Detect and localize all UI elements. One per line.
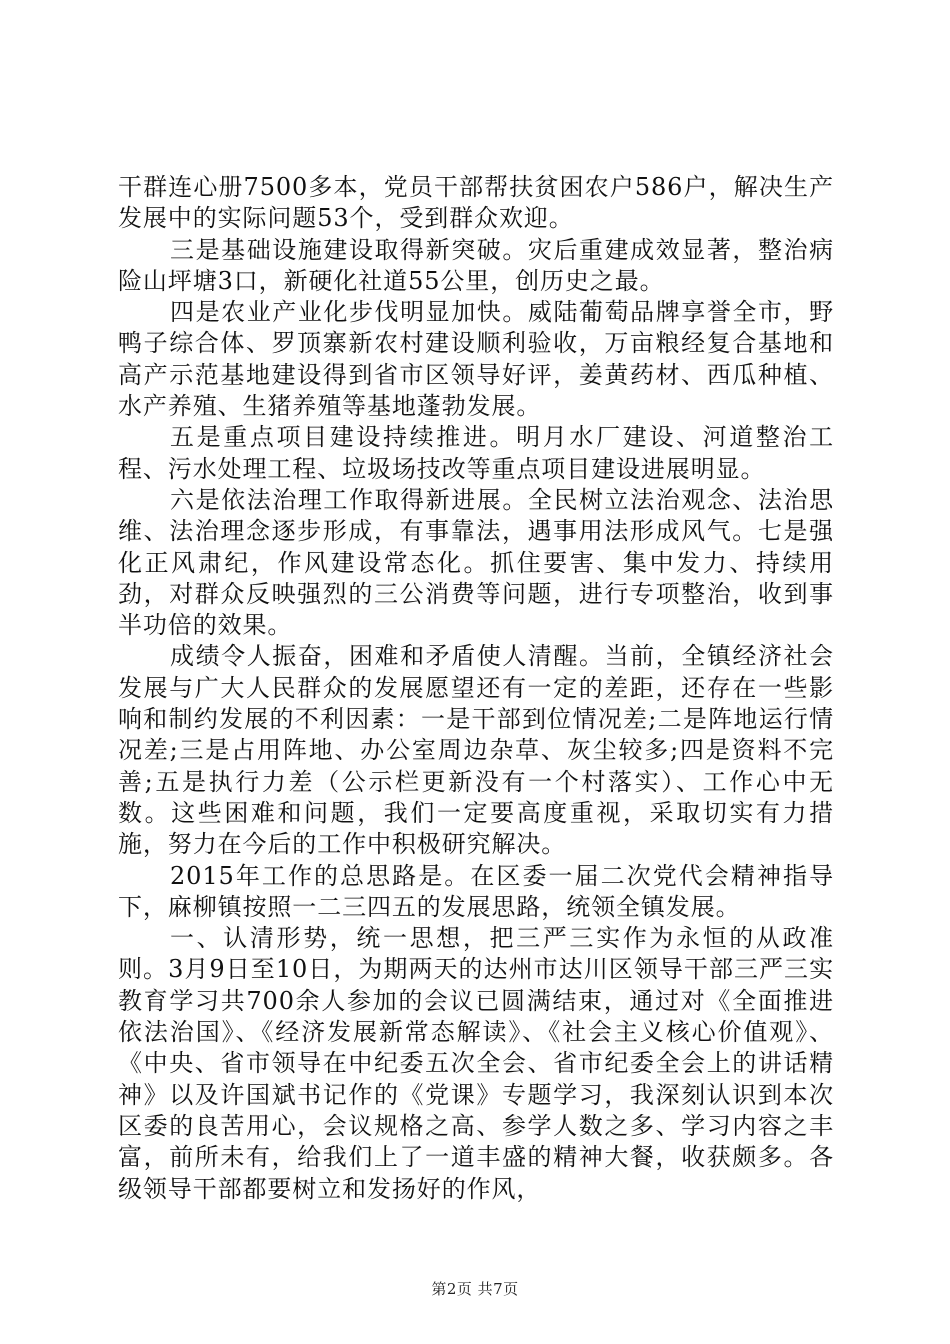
paragraph-section-one: 一、认清形势，统一思想，把三严三实作为永恒的从政准则。3月9日至10日，为期两天的达州市达川区领导干部三严三实教育学习共700余人参加的会议已圆满结束，通过对《全面推进依法治国》、《经济发展新常态解读》、《社会主义核心价值观》、《中央、省市领导在中纪委五次全会、省市纪委全会上的讲话精神》以及许国斌书记作的《党课》专题学习，我深刻认识到本次区委的良苦用心，会议规格之高、参学人数之多、学习内容之丰富，前所未有，给我们上了一道丰盛的精神大餐，收获颇多。各级领导干部都要树立和发扬好的作风， bbox=[118, 924, 834, 1203]
page-number-footer: 第2页 共7页 bbox=[431, 1280, 519, 1298]
paragraph-agriculture: 四是农业产业化步伐明显加快。威陆葡萄品牌享誉全市，野鸭子综合体、罗顶寨新农村建设顺利验收，万亩粮经复合基地和高产示范基地建设得到省市区领导好评，姜黄药材、西瓜种植、水产养殖、生猪养殖等基地蓬勃发展。 bbox=[118, 298, 834, 421]
paragraph-continuation: 干群连心册7500多本，党员干部帮扶贫困农户586户，解决生产发展中的实际问题53个，受到群众欢迎。 bbox=[118, 173, 834, 233]
paragraph-infrastructure: 三是基础设施建设取得新突破。灾后重建成效显著，整治病险山坪塘3口，新硬化社道55公里，创历史之最。 bbox=[118, 235, 834, 295]
paragraph-overall-plan: 2015年工作的总思路是。在区委一届二次党代会精神指导下，麻柳镇按照一二三四五的发展思路，统领全镇发展。 bbox=[118, 861, 834, 921]
document-body bbox=[118, 172, 834, 1205]
paragraph-rule-of-law: 六是依法治理工作取得新进展。全民树立法治观念、法治思维、法治理念逐步形成，有事靠法，遇事用法形成风气。七是强化正风肃纪，作风建设常态化。抓住要害、集中发力、持续用劲，对群众反映强烈的三公消费等问题，进行专项整治，收到事半功倍的效果。 bbox=[118, 485, 834, 640]
paragraph-key-projects: 五是重点项目建设持续推进。明月水厂建设、河道整治工程、污水处理工程、垃圾场技改等重点项目建设进展明显。 bbox=[118, 423, 834, 483]
paragraph-difficulties: 成绩令人振奋，困难和矛盾使人清醒。当前，全镇经济社会发展与广大人民群众的发展愿望还有一定的差距，还存在一些影响和制约发展的不利因素：一是干部到位情况差;二是阵地运行情况差;三是占用阵地、办公室周边杂草、灰尘较多;四是资料不完善;五是执行力差（公示栏更新没有一个村落实）、工作心中无数。这些困难和问题，我们一定要高度重视，采取切实有力措施，努力在今后的工作中积极研究解决。 bbox=[118, 642, 834, 859]
